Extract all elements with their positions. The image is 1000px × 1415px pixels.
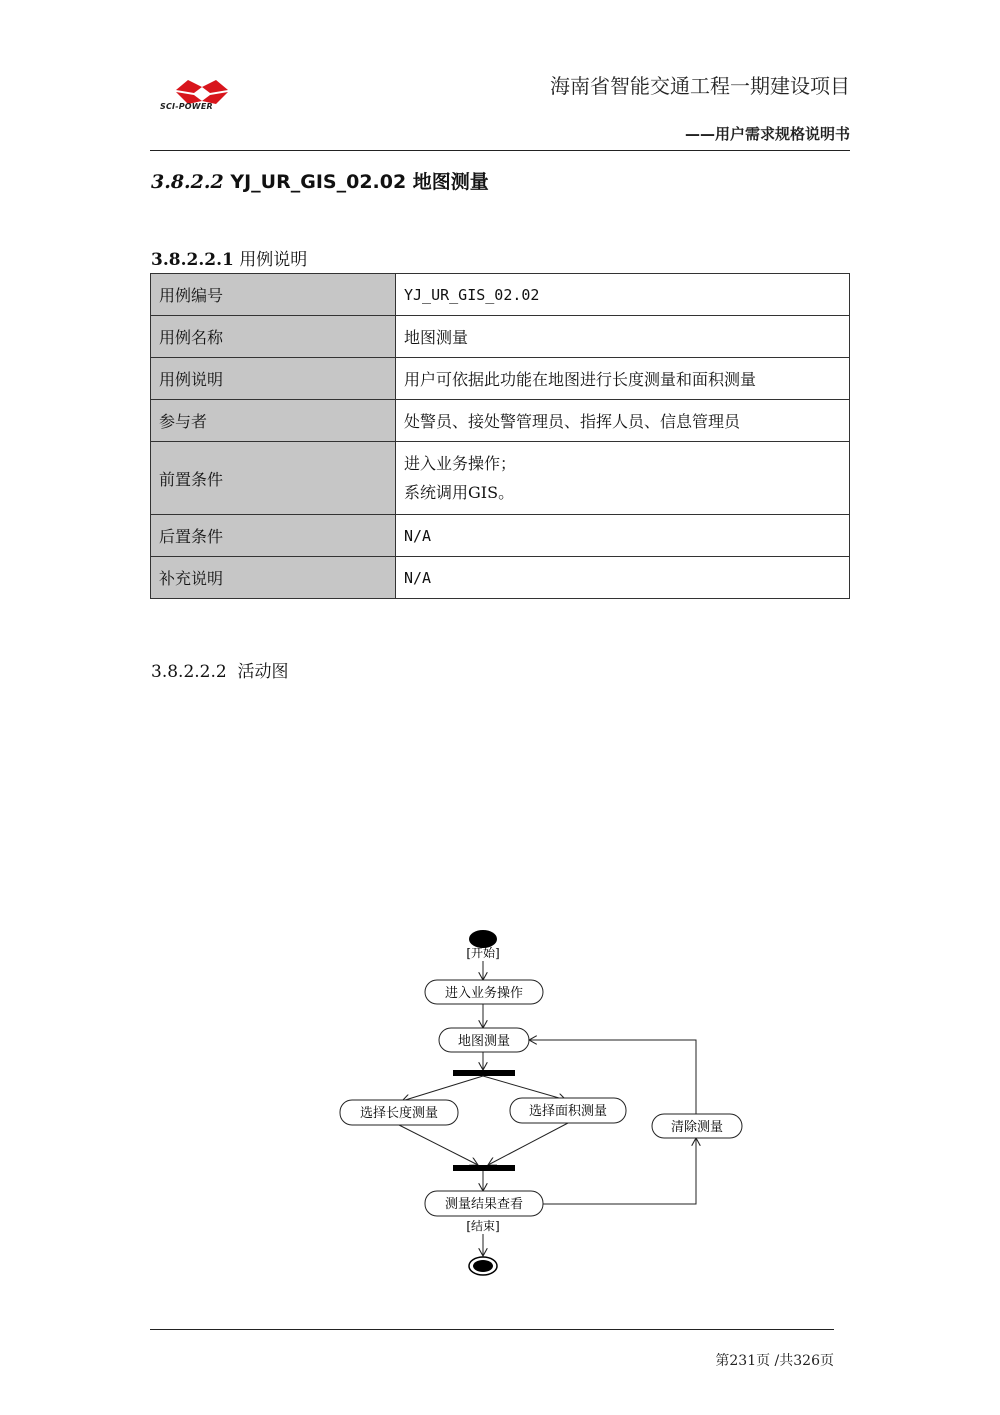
header-rule (150, 150, 850, 151)
flow-arrow (399, 1125, 478, 1165)
join-bar (453, 1165, 515, 1171)
flow-arrow (483, 1076, 566, 1100)
activity-heading (151, 657, 289, 682)
flow-arrow (402, 1076, 483, 1101)
header-title: 海南省智能交通工程一期建设项目 (550, 74, 850, 98)
table-key: 后置条件 (151, 515, 396, 557)
usecase-heading-number: 3.8.2.2.1 (151, 250, 234, 270)
table-row (151, 274, 850, 316)
table-key: 用例名称 (151, 316, 396, 358)
activity-heading-title: 活动图 (237, 662, 289, 682)
table-row (151, 400, 850, 442)
node-result-label: 测量结果查看 (444, 1197, 524, 1212)
activity-heading-number: 3.8.2.2.2 (151, 662, 227, 682)
logo-text: SCI-POWER (160, 102, 213, 111)
footer-page: 第231页 /共326页 (715, 1353, 834, 1369)
footer-rule (150, 1329, 834, 1330)
flow-arrow (488, 1123, 568, 1165)
table-key: 参与者 (151, 400, 396, 442)
value-line: 进入业务操作； (404, 454, 517, 473)
table-row (151, 358, 850, 400)
table-value: 用户可依据此功能在地图进行长度测量和面积测量 (396, 358, 850, 400)
table-key: 前置条件 (151, 442, 396, 515)
header-subtitle: ——用户需求规格说明书 (684, 125, 850, 143)
table-value: YJ_UR_GIS_02.02 (396, 274, 850, 316)
section-title-text: YJ_UR_GIS_02.02 地图测量 (230, 171, 489, 193)
node-measure-label: 地图测量 (457, 1034, 511, 1049)
node-clear-label: 清除测量 (670, 1120, 724, 1135)
section-number: 3.8.2.2 (151, 171, 224, 193)
start-label: [开始] (466, 946, 500, 960)
end-node-inner (473, 1260, 493, 1272)
table-key: 用例说明 (151, 358, 396, 400)
end-label: [结束] (466, 1219, 500, 1233)
table-value (396, 442, 850, 515)
usecase-table (150, 273, 850, 599)
activity-diagram (330, 925, 760, 1285)
node-enter-label: 进入业务操作 (444, 986, 524, 1001)
table-value: N/A (396, 515, 850, 557)
table-value: N/A (396, 557, 850, 599)
flow-arrow (543, 1138, 696, 1204)
node-length-label: 选择长度测量 (359, 1106, 439, 1121)
table-key: 用例编号 (151, 274, 396, 316)
table-row (151, 442, 850, 515)
table-value: 地图测量 (396, 316, 850, 358)
node-area-label: 选择面积测量 (528, 1104, 608, 1119)
usecase-heading (151, 245, 307, 270)
section-title (151, 167, 489, 194)
usecase-heading-title: 用例说明 (239, 250, 308, 270)
table-value: 处警员、接处警管理员、指挥人员、信息管理员 (396, 400, 850, 442)
table-row (151, 515, 850, 557)
value-line: 系统调用GIS。 (404, 483, 515, 502)
fork-bar (453, 1070, 515, 1076)
table-row (151, 316, 850, 358)
table-key: 补充说明 (151, 557, 396, 599)
table-row (151, 557, 850, 599)
